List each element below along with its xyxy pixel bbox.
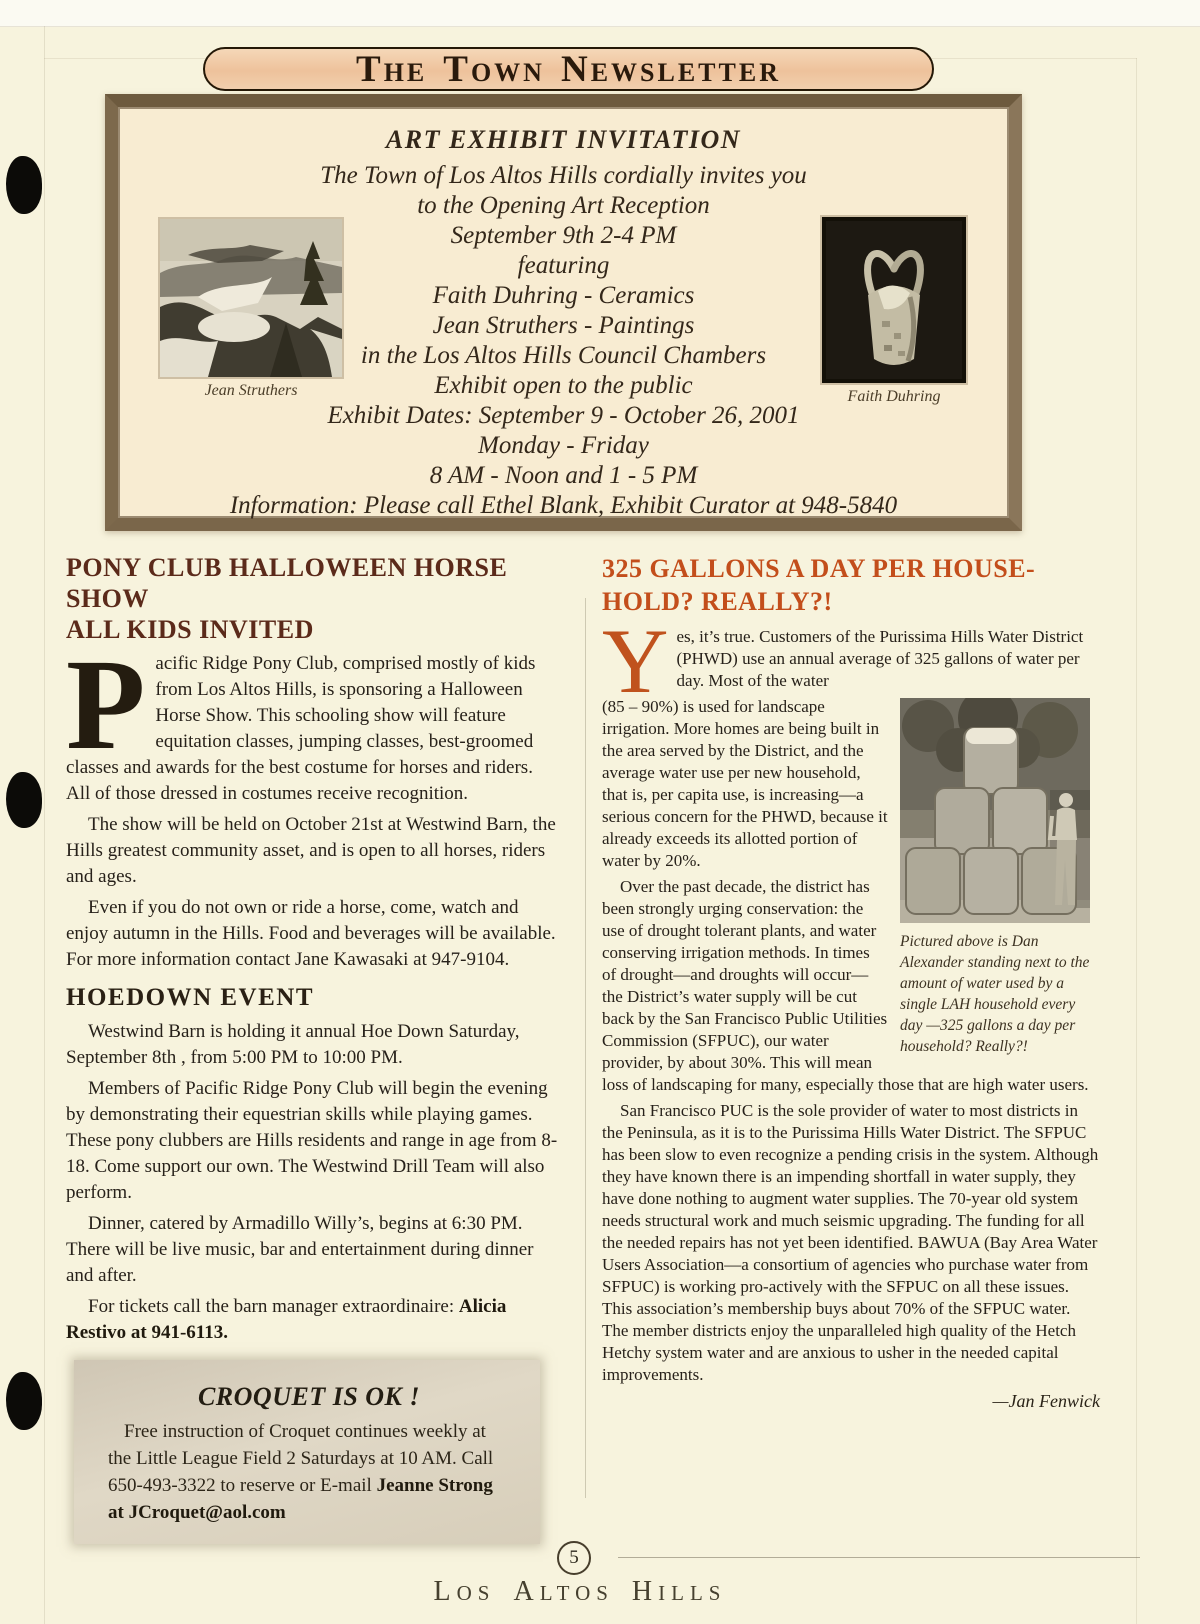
footer-word: HILLS (631, 1576, 727, 1607)
paragraph (66, 1294, 558, 1346)
croquet-text: Free instruction of Croquet continues weekly at the Little League Field 2 Saturdays at 10 AM. Call 650-493-3322 to reserve or E-mail (108, 1421, 494, 1496)
hole-punch (6, 1372, 42, 1430)
heading-line: ALL KIDS INVITED (66, 615, 314, 644)
footer-rule (618, 1557, 1140, 1558)
invitation-line: Faith Duhring - Ceramics (432, 282, 695, 309)
paragraph: Over the past decade, the district has been strongly urging conservation: the use of drought tolerant plants, and water conserving irrigation methods. In times of drought—and droughts will occur—the District’s water supply will be cut back by the San Francisco Public Utilities Commission (SFPUC), our water provider, by about 30%. This will mean loss of landscaping for many, especially those that are high water users. (602, 877, 1089, 1094)
hole-punch (6, 772, 42, 828)
paragraph-text: For tickets call the barn manager extraordinaire: (88, 1296, 459, 1317)
art-exhibit-invitation-box (105, 94, 1022, 531)
hoedown-article (66, 983, 558, 1346)
paragraph: Dinner, catered by Armadillo Willy’s, begins at 6:30 PM. There will be live music, bar and entertainment during dinner and after. (66, 1213, 534, 1286)
contact-bold: Alicia Restivo at 941-6113. (66, 1296, 507, 1343)
scan-edge-right (1136, 58, 1137, 1624)
invitation-line: September 9th 2-4 PM (450, 222, 677, 249)
footer-town-name (420, 1576, 740, 1608)
heading-line: PONY CLUB HALLOWEEN HORSE SHOW (66, 553, 508, 613)
jean-struthers-caption: Jean Struthers (204, 382, 298, 399)
paragraph (602, 610, 1100, 712)
paragraph (66, 633, 558, 807)
invitation-line: Exhibit Dates: September 9 - October 26, 2001 (327, 402, 800, 429)
scan-edge-top (0, 0, 1200, 27)
invitation-line: Monday - Friday (478, 432, 649, 459)
jean-struthers-painting (160, 219, 342, 377)
page-number-badge (557, 1541, 591, 1575)
right-column (602, 552, 1100, 1412)
scan-edge-left (44, 26, 45, 1624)
invitation-line: featuring (517, 252, 610, 279)
faith-duhring-caption: Faith Duhring (847, 388, 941, 405)
croquet-email-bold: JCroquet@aol.com (128, 1502, 286, 1523)
pony-club-heading (66, 552, 558, 645)
paragraph: San Francisco PUC is the sole provider of water to most districts in the Peninsula, as it is to the Purissima Hills Water District. The SFPUC has been slow to even recognize a pending crisis in the system. Although they have known there is an impending shortfall in water supply, they have done nothing to augment water supplies. The 70-year old system needs structural work and much seismic upgrading. The funding for all the needed repairs has not yet been identified. BAWUA (Bay Area Water Users Association—a consortium of agencies who purchase water from SFPUC) is working pro-actively with the SFPUC on all these issues. This association’s membership buys about 70% of the SFPUC water. The member districts enjoy the unparalleled high quality of the Hetch Hetchy system water and are anxious to usher in the needed capital improvements. (602, 1101, 1099, 1384)
drop-cap: Y (602, 610, 669, 712)
page-number: 5 (569, 1547, 579, 1568)
invitation-line: Exhibit open to the public (434, 372, 693, 399)
heading-line: 325 GALLONS A DAY PER HOUSE- (602, 554, 1036, 583)
hole-punch (6, 156, 42, 214)
jean-struthers-figure (160, 219, 342, 400)
invitation-line: in the Los Altos Hills Council Chambers (360, 342, 767, 369)
invitation-line: The Town of Los Altos Hills cordially invites you (320, 162, 807, 189)
paragraph: Even if you do not own or ride a horse, come, watch and enjoy autumn in the Hills. Food and beverages will be available. For more information contact Jane Kawasaki at 947-9104. (66, 897, 556, 970)
drop-cap: P (66, 633, 146, 777)
invitation-content (118, 107, 1009, 518)
invitation-line: Information: Please call Ethel Blank, Exhibit Curator at 948-5840 (229, 492, 898, 519)
invitation-line: to the Opening Art Reception (417, 192, 710, 219)
column-divider (585, 598, 586, 1498)
paragraph: (85 – 90%) is used for landscape irrigation. More homes are being built in the area served by the District, and the average water use per new household, that is, per capita use, is increasing—a serious concern for the PHWD, because it already exceeds its allotted portion of water by 20%. (602, 697, 888, 870)
masthead-word: TOWN (443, 48, 545, 90)
faith-duhring-ceramic-photo (822, 217, 966, 383)
hoedown-heading: HOEDOWN EVENT (66, 984, 315, 1011)
footer-word: LOS (433, 1576, 496, 1607)
article-byline: —Jan Fenwick (992, 1391, 1100, 1411)
faith-duhring-figure (822, 217, 966, 406)
water-article-heading (602, 552, 1100, 618)
invitation-line: 8 AM - Noon and 1 - 5 PM (429, 462, 698, 489)
paragraph-text: acific Ridge Pony Club, comprised mostly of kids from Los Altos Hills, is sponsoring a Halloween Horse Show. This schooling show will feature equitation classes, jumping classes, best-groomed classes and awards for the best costume for horses and riders. All of those dressed in costumes receive recognition. (66, 653, 536, 804)
paragraph: The show will be held on October 21st at Westwind Barn, the Hills greatest community asset, and is open to all horses, riders and ages. (66, 814, 556, 887)
croquet-title: CROQUET IS OK ! (197, 1382, 421, 1411)
pony-club-article (66, 552, 558, 973)
water-barrels-photo (900, 698, 1090, 923)
footer-word: ALTOS (513, 1576, 614, 1607)
left-column (66, 552, 558, 1544)
water-barrels-figure (900, 698, 1100, 1057)
paragraph: Westwind Barn is holding it annual Hoe Down Saturday, September 8th , from 5:00 PM to 10:00 PM. (66, 1021, 520, 1068)
croquet-body (108, 1418, 510, 1526)
croquet-box (74, 1360, 540, 1544)
croquet-contact-bold: Jeanne Strong at (108, 1475, 493, 1523)
heading-line: HOLD? REALLY?! (602, 587, 833, 616)
paragraph-text: es, it’s true. Customers of the Purissima Hills Water District (PHWD) use an annual average of 325 gallons of water per day. Most of the water (676, 627, 1084, 690)
masthead-banner (203, 47, 934, 91)
invitation-title: ART EXHIBIT INVITATION (385, 125, 742, 154)
masthead-word: THE (356, 48, 428, 90)
water-barrels-caption: Pictured above is Dan Alexander standing next to the amount of water used by a single LAH household every day —325 gallons a day per household? Really?! (900, 933, 1090, 1055)
masthead-word: NEWSLETTER (560, 48, 781, 90)
invitation-line: Jean Struthers - Paintings (432, 312, 695, 339)
paragraph: Members of Pacific Ridge Pony Club will begin the evening by demonstrating their equestrian skills while playing games. These pony clubbers are Hills residents and range in age from 8-18. Come support our own. The Westwind Drill Team will also perform. (66, 1078, 558, 1203)
